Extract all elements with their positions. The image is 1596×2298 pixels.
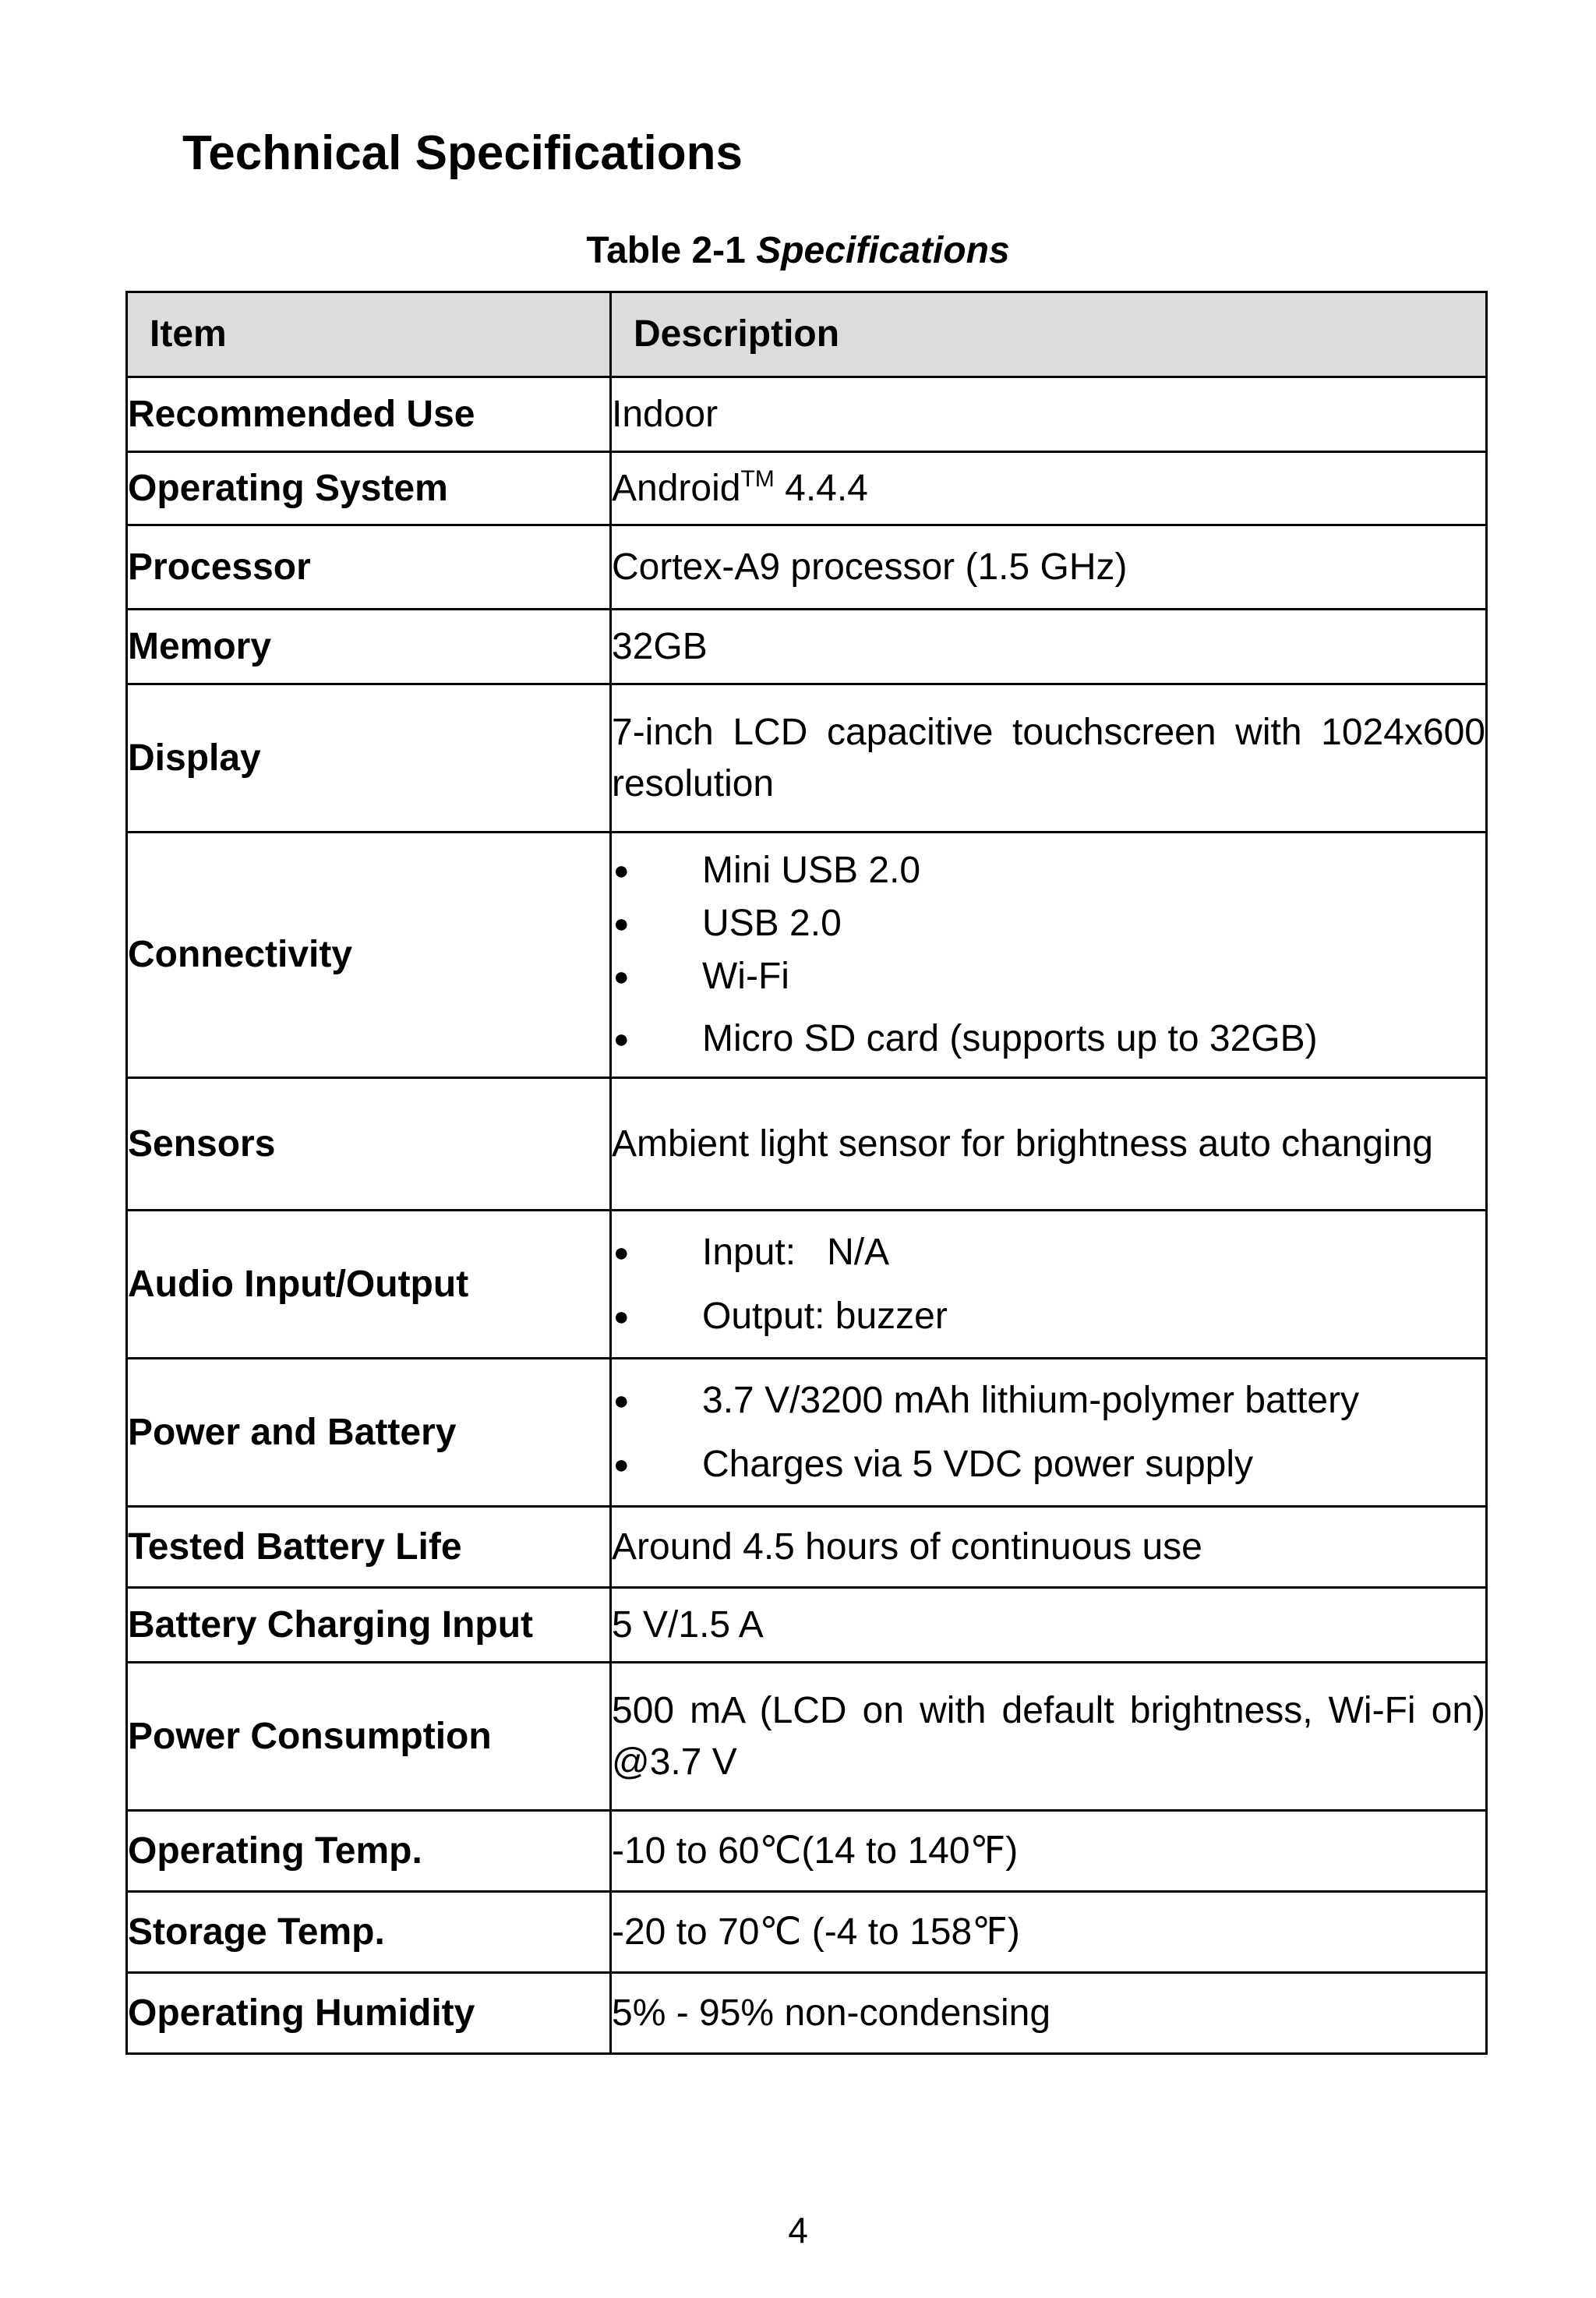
row-desc-operating-system <box>611 452 1487 525</box>
list-item <box>612 1290 1485 1343</box>
row-item-operating-humidity: Operating Humidity <box>127 1973 611 2054</box>
list-item <box>612 844 1485 897</box>
table-row <box>127 1588 1487 1663</box>
page-number: 4 <box>788 2210 808 2250</box>
row-desc-memory: 32GB <box>611 610 1487 684</box>
row-item-display: Display <box>127 684 611 833</box>
row-desc-power-battery <box>611 1359 1487 1507</box>
bullet-dot-icon: ● <box>613 1024 630 1054</box>
table-row <box>127 377 1487 452</box>
row-desc-recommended-use: Indoor <box>611 377 1487 452</box>
table-caption-number: Table 2-1 <box>586 230 746 271</box>
table-row <box>127 610 1487 684</box>
row-desc-sensors: Ambient light sensor for brightness auto changing <box>611 1078 1487 1211</box>
specifications-table <box>125 291 1488 2055</box>
table-row <box>127 1973 1487 2054</box>
list-item-text: 3.7 V/3200 mAh lithium-polymer battery <box>702 1379 1360 1421</box>
bullet-dot-icon: ● <box>613 909 630 939</box>
table-caption <box>0 232 1596 270</box>
table-row <box>127 1359 1487 1507</box>
row-desc-charging-input: 5 V/1.5 A <box>611 1588 1487 1663</box>
table-row <box>127 833 1487 1078</box>
table-row <box>127 1078 1487 1211</box>
row-item-storage-temp: Storage Temp. <box>127 1892 611 1973</box>
column-header-description: Description <box>611 292 1487 377</box>
list-item <box>612 1013 1485 1066</box>
list-item-text: Micro SD card (supports up to 32GB) <box>702 1018 1318 1059</box>
bullet-dot-icon: ● <box>613 1449 630 1480</box>
list-item-text: Mini USB 2.0 <box>702 850 921 891</box>
bullet-dot-icon: ● <box>613 1237 630 1267</box>
bullet-dot-icon: ● <box>613 856 630 886</box>
list-item <box>612 950 1485 1003</box>
list-item-text: Output: buzzer <box>702 1295 948 1337</box>
row-item-sensors: Sensors <box>127 1078 611 1211</box>
table-header-row <box>127 292 1487 377</box>
row-item-power-battery: Power and Battery <box>127 1359 611 1507</box>
row-item-operating-temp: Operating Temp. <box>127 1811 611 1892</box>
list-item-text: USB 2.0 <box>702 903 842 944</box>
row-item-connectivity: Connectivity <box>127 833 611 1078</box>
row-item-recommended-use: Recommended Use <box>127 377 611 452</box>
list-item <box>612 897 1485 950</box>
table-row <box>127 452 1487 525</box>
connectivity-list <box>612 833 1485 1077</box>
row-desc-audio <box>611 1211 1487 1359</box>
bullet-dot-icon: ● <box>613 1301 630 1331</box>
row-desc-operating-humidity: 5% - 95% non-condensing <box>611 1973 1487 2054</box>
os-name: Android <box>612 467 741 509</box>
list-item <box>612 1438 1485 1491</box>
table-caption-title: Specifications <box>756 230 1010 271</box>
table-row <box>127 1507 1487 1588</box>
table-row <box>127 1811 1487 1892</box>
row-desc-storage-temp: -20 to 70℃ (-4 to 158℉) <box>611 1892 1487 1973</box>
row-item-audio: Audio Input/Output <box>127 1211 611 1359</box>
list-item-text: Charges via 5 VDC power supply <box>702 1443 1253 1485</box>
table-row <box>127 525 1487 610</box>
row-item-processor: Processor <box>127 525 611 610</box>
trademark-superscript: TM <box>740 465 775 492</box>
list-item-text: Input: N/A <box>702 1231 890 1273</box>
row-item-battery-life: Tested Battery Life <box>127 1507 611 1588</box>
row-desc-processor: Cortex-A9 processor (1.5 GHz) <box>611 525 1487 610</box>
row-desc-display: 7-inch LCD capacitive touchscreen with 1024x600 resolution <box>611 684 1487 833</box>
table-row <box>127 1211 1487 1359</box>
list-item <box>612 1226 1485 1279</box>
row-item-operating-system: Operating System <box>127 452 611 525</box>
power-battery-list <box>612 1363 1485 1502</box>
bullet-dot-icon: ● <box>613 962 630 992</box>
row-desc-power-consumption: 500 mA (LCD on with default brightness, Wi-Fi on) @3.7 V <box>611 1663 1487 1811</box>
table-row <box>127 1892 1487 1973</box>
row-desc-operating-temp: -10 to 60℃(14 to 140℉) <box>611 1811 1487 1892</box>
list-item <box>612 1374 1485 1427</box>
row-desc-battery-life: Around 4.5 hours of continuous use <box>611 1507 1487 1588</box>
row-desc-connectivity <box>611 833 1487 1078</box>
bullet-dot-icon: ● <box>613 1385 630 1416</box>
table-row <box>127 1663 1487 1811</box>
row-item-charging-input: Battery Charging Input <box>127 1588 611 1663</box>
row-item-power-consumption: Power Consumption <box>127 1663 611 1811</box>
row-item-memory: Memory <box>127 610 611 684</box>
table-row <box>127 684 1487 833</box>
column-header-item: Item <box>127 292 611 377</box>
page-title: Technical Specifications <box>182 126 743 180</box>
audio-list <box>612 1215 1485 1354</box>
os-version: 4.4.4 <box>774 467 868 509</box>
list-item-text: Wi-Fi <box>702 956 789 997</box>
